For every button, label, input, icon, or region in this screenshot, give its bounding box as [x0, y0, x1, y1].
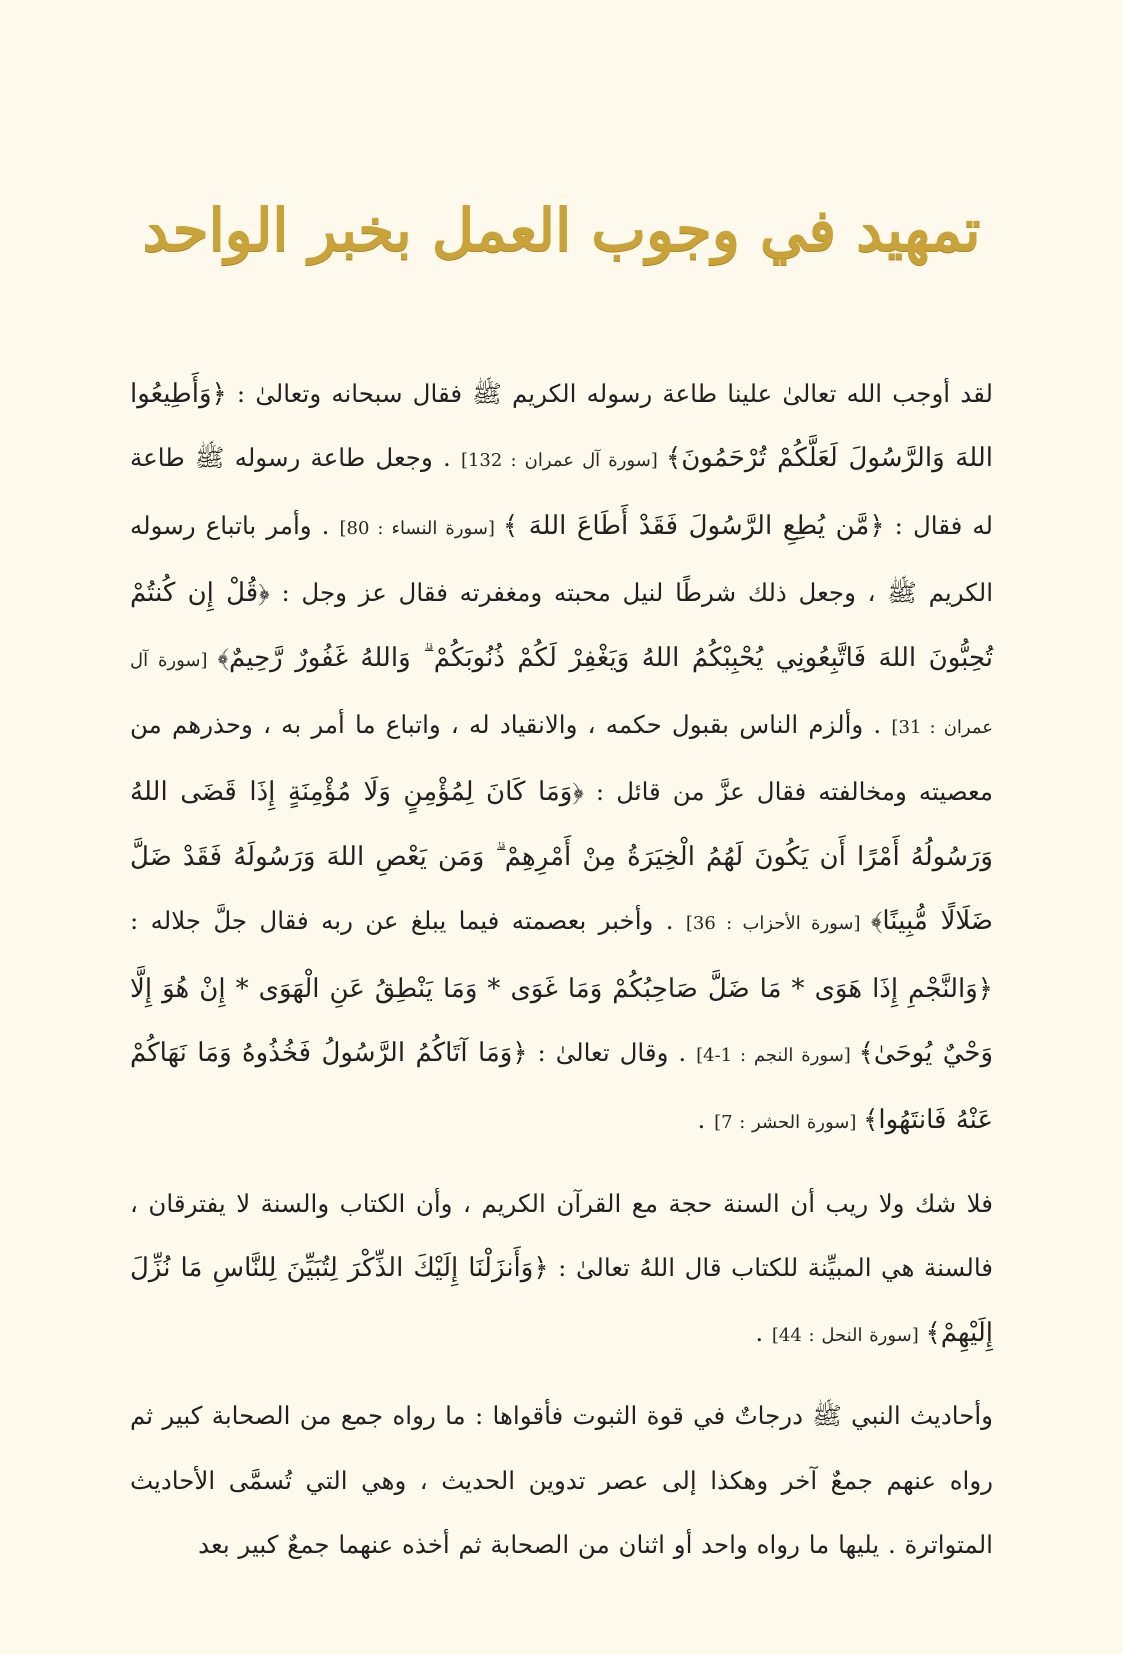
body-text [130, 362, 993, 1577]
body-text-run: . وأخبر بعصمته فيما يبلغ عن ربه فقال جلَّ جلاله : [130, 906, 686, 936]
surah-reference: [سورة آل عمران : 132] [460, 450, 666, 472]
quran-verse: ﴿وَالنَّجْمِ إِذَا هَوَى * مَا ضَلَّ صَاحِبُكُمْ وَمَا غَوَى * وَمَا يَنْطِقُ عَنِ الْهَوَى * إِنْ هُوَ إِلَّا وَحْيٌ يُوحَىٰ﴾ [130, 973, 994, 1069]
surah-reference: [سورة النحل : 44] [771, 1324, 926, 1346]
chapter-title: تمهيد في وجوب العمل بخبر الواحد [142, 196, 981, 264]
surah-reference: [سورة الأحزاب : 36] [685, 913, 871, 935]
quran-verse: ﴿وَمَا كَانَ لِمُؤْمِنٍ وَلَا مُؤْمِنَةٍ إِذَا قَضَى اللهُ وَرَسُولُهُ أَمْرًا أَن يَكُونَ لَهُمُ الْخِيَرَةُ مِنْ أَمْرِهِمْ ۗ وَمَن يَعْصِ اللهَ وَرَسُولَهُ فَقَدْ ضَلَّ ضَلَالًا مُّبِينًا﴾ [130, 777, 994, 937]
body-text-run: . وألزم الناس بقبول حكمه ، والانقياد له ، واتباع ما أمر به ، وحذرهم من معصيته ومخالفته فقال عزَّ من قائل : [130, 710, 993, 807]
quran-verse: ﴿مَّن يُطِعِ الرَّسُولَ فَقَدْ أَطَاعَ اللهَ ﴾ [502, 510, 885, 541]
surah-reference: [سورة النساء : 80] [339, 517, 503, 539]
body-text-run: وأحاديث النبي ﷺ درجاتٌ في قوة الثبوت فأقواها : ما رواه جمع من الصحابة كبير ثم رواه عنهم جمعٌ آخر وهكذا إلى عصر تدوين الحديث ، وهي التي تُسمَّى الأحاديث المتواترة . يليها ما رواه واحد أو اثنان من الصحابة ثم أخذه عنهما جمعٌ كبير بعد [130, 1401, 993, 1559]
body-text-run: . وأمر باتباع رسوله الكريم ﷺ ، وجعل ذلك شرطًا لنيل محبته ومغفرته فقال عز وجل : [130, 510, 994, 608]
paragraph [130, 1172, 993, 1368]
body-text-run: لقد أوجب الله تعالىٰ علينا طاعة رسوله الكريم ﷺ فقال سبحانه وتعالىٰ : [226, 379, 993, 408]
chapter-heading [130, 160, 993, 300]
body-text-run: . وقال تعالىٰ : [527, 1038, 697, 1068]
surah-reference: [سورة آل عمران : 31] [130, 649, 993, 739]
body-text-run: . [755, 1317, 772, 1347]
paragraph [130, 1384, 993, 1577]
quran-verse: ﴿وَمَا آتَاكُمُ الرَّسُولُ فَخُذُوهُ وَمَا نَهَاكُمْ عَنْهُ فَانتَهُوا﴾ [130, 1038, 993, 1136]
body-text-run: . [697, 1105, 715, 1135]
body-text-run: . وجعل طاعة رسوله ﷺ طاعة له فقال : [130, 443, 993, 540]
surah-reference: [سورة النجم : 1-4] [696, 1045, 859, 1067]
quran-verse: ﴿قُلْ إِن كُنتُمْ تُحِبُّونَ اللهَ فَاتَّبِعُونِي يُحْبِبْكُمُ اللهُ وَيَغْفِرْ لَكُمْ ذُنُوبَكُمْ ۗ وَاللهُ غَفُورٌ رَّحِيمٌ﴾ [130, 578, 993, 673]
body-text-run: فلا شك ولا ريب أن السنة حجة مع القرآن الكريم ، وأن الكتاب والسنة لا يفترقان ، فالسنة هي المبيِّنة للكتاب قال اللهُ تعالىٰ : [130, 1188, 993, 1283]
quran-verse: ﴿وَأَطِيعُوا اللهَ وَالرَّسُولَ لَعَلَّكُمْ تُرْحَمُونَ﴾ [130, 379, 993, 474]
surah-reference: [سورة الحشر : 7] [714, 1112, 864, 1134]
paragraph [130, 362, 993, 1156]
quran-verse: ﴿وَأَنزَلْنَا إِلَيْكَ الذِّكْرَ لِتُبَيِّنَ لِلنَّاسِ مَا نُزِّلَ إِلَيْهِمْ﴾ [130, 1253, 993, 1348]
